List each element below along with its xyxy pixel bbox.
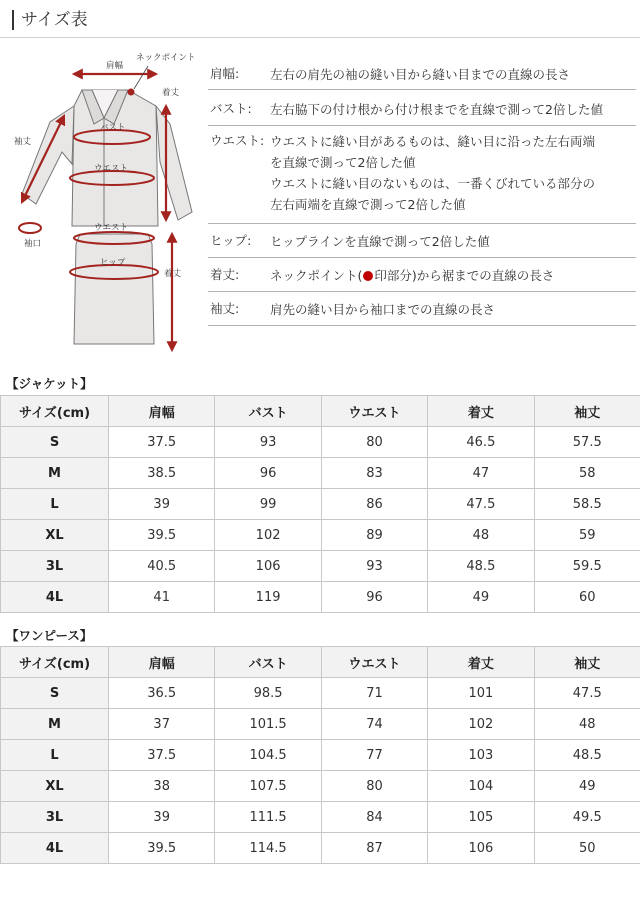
definition-hip bbox=[208, 224, 636, 258]
measurement-cell: 98.5 bbox=[215, 678, 321, 709]
measurement-cell: 99 bbox=[215, 489, 321, 520]
size-name-cell: 4L bbox=[1, 833, 109, 864]
measurement-cell: 87 bbox=[321, 833, 427, 864]
label-bust: バスト bbox=[100, 123, 126, 133]
jacket-section-label: 【ジャケット】 bbox=[6, 376, 93, 391]
measurement-cell: 49.5 bbox=[534, 802, 640, 833]
measurement-cell: 86 bbox=[321, 489, 427, 520]
measurement-cell: 103 bbox=[428, 740, 534, 771]
measurement-cell: 58 bbox=[534, 458, 640, 489]
label-waist-dress: ウエスト bbox=[94, 223, 129, 233]
label-jacket-length: 着丈 bbox=[162, 88, 180, 98]
table-row bbox=[1, 709, 640, 740]
table-row bbox=[1, 833, 640, 864]
measurement-cell: 37.5 bbox=[109, 427, 215, 458]
measurement-cell: 41 bbox=[109, 582, 215, 613]
measurement-cell: 37 bbox=[109, 709, 215, 740]
definition-text: 左右脇下の付け根から付け根までを直線で測って2倍した値 bbox=[270, 102, 603, 117]
measurement-cell: 101.5 bbox=[215, 709, 321, 740]
header-sleeve: 袖丈 bbox=[534, 647, 640, 678]
measurement-cell: 48 bbox=[534, 709, 640, 740]
definition-text: 左右の肩先の袖の縫い目から縫い目までの直線の長さ bbox=[270, 67, 571, 82]
definition-term: ヒップ: bbox=[210, 233, 252, 248]
header-length: 着丈 bbox=[428, 396, 534, 427]
red-dot-icon bbox=[363, 271, 373, 281]
table-row bbox=[1, 740, 640, 771]
measurement-cell: 119 bbox=[215, 582, 321, 613]
table-row bbox=[1, 551, 640, 582]
header-bust: バスト bbox=[215, 647, 321, 678]
measurement-cell: 106 bbox=[215, 551, 321, 582]
header-size: サイズ(cm) bbox=[1, 647, 109, 678]
size-name-cell: L bbox=[1, 740, 109, 771]
measurement-cell: 39 bbox=[109, 802, 215, 833]
label-neck-point: ネックポイント bbox=[136, 53, 196, 63]
measurement-cell: 39 bbox=[109, 489, 215, 520]
definition-term: ウエスト: bbox=[210, 133, 265, 148]
measurement-definitions bbox=[208, 56, 636, 326]
definition-term: バスト: bbox=[210, 101, 252, 116]
measurement-cell: 96 bbox=[321, 582, 427, 613]
label-hip: ヒップ bbox=[100, 258, 126, 268]
table-header-row bbox=[1, 647, 640, 678]
measurement-cell: 40.5 bbox=[109, 551, 215, 582]
definition-sleeve bbox=[208, 292, 636, 326]
measurement-cell: 105 bbox=[428, 802, 534, 833]
size-name-cell: XL bbox=[1, 520, 109, 551]
measurement-cell: 89 bbox=[321, 520, 427, 551]
neck-point-dot bbox=[128, 89, 135, 96]
definition-term: 袖丈: bbox=[210, 301, 240, 316]
label-dress-length: 着丈 bbox=[164, 269, 182, 279]
measurement-cell: 47 bbox=[428, 458, 534, 489]
size-name-cell: 3L bbox=[1, 551, 109, 582]
measurement-cell: 114.5 bbox=[215, 833, 321, 864]
measurement-cell: 59.5 bbox=[534, 551, 640, 582]
table-row bbox=[1, 582, 640, 613]
table-row bbox=[1, 520, 640, 551]
title-bar bbox=[0, 6, 640, 38]
size-name-cell: XL bbox=[1, 771, 109, 802]
cuff-loop bbox=[19, 223, 41, 233]
measurement-cell: 58.5 bbox=[534, 489, 640, 520]
dress-illustration bbox=[74, 234, 154, 344]
measurement-cell: 77 bbox=[321, 740, 427, 771]
measurement-cell: 36.5 bbox=[109, 678, 215, 709]
title-accent-bar bbox=[12, 10, 14, 30]
definition-text: ネックポイント( 印部分)から裾までの直線の長さ bbox=[270, 268, 555, 283]
label-cuff: 袖口 bbox=[24, 239, 42, 249]
measurement-cell: 101 bbox=[428, 678, 534, 709]
label-sleeve: 袖丈 bbox=[14, 137, 32, 147]
measurement-cell: 84 bbox=[321, 802, 427, 833]
header-waist: ウエスト bbox=[321, 647, 427, 678]
measurement-cell: 60 bbox=[534, 582, 640, 613]
dress-size-table bbox=[0, 646, 640, 864]
measurement-cell: 106 bbox=[428, 833, 534, 864]
measurement-cell: 37.5 bbox=[109, 740, 215, 771]
definition-term: 肩幅: bbox=[210, 66, 240, 81]
measurement-cell: 71 bbox=[321, 678, 427, 709]
measurement-cell: 39.5 bbox=[109, 833, 215, 864]
size-name-cell: 4L bbox=[1, 582, 109, 613]
size-name-cell: M bbox=[1, 458, 109, 489]
definition-text: 肩先の縫い目から袖口までの直線の長さ bbox=[270, 302, 496, 317]
measurement-cell: 50 bbox=[534, 833, 640, 864]
definition-term: 着丈: bbox=[210, 267, 240, 282]
table-row bbox=[1, 802, 640, 833]
header-length: 着丈 bbox=[428, 647, 534, 678]
table-row bbox=[1, 771, 640, 802]
measurement-cell: 74 bbox=[321, 709, 427, 740]
measurement-cell: 93 bbox=[215, 427, 321, 458]
header-sleeve: 袖丈 bbox=[534, 396, 640, 427]
measurement-cell: 46.5 bbox=[428, 427, 534, 458]
definition-bust bbox=[208, 90, 636, 126]
size-name-cell: S bbox=[1, 427, 109, 458]
jacket-size-table bbox=[0, 395, 640, 613]
measurement-cell: 59 bbox=[534, 520, 640, 551]
measurement-cell: 104 bbox=[428, 771, 534, 802]
size-name-cell: L bbox=[1, 489, 109, 520]
measurement-cell: 38.5 bbox=[109, 458, 215, 489]
measurement-cell: 39.5 bbox=[109, 520, 215, 551]
size-name-cell: M bbox=[1, 709, 109, 740]
measurement-cell: 38 bbox=[109, 771, 215, 802]
definition-waist bbox=[208, 126, 636, 224]
measurement-cell: 47.5 bbox=[428, 489, 534, 520]
header-bust: バスト bbox=[215, 396, 321, 427]
measurement-cell: 48.5 bbox=[534, 740, 640, 771]
header-waist: ウエスト bbox=[321, 396, 427, 427]
table-row bbox=[1, 678, 640, 709]
definition-text: ヒップラインを直線で測って2倍した値 bbox=[270, 234, 490, 249]
measurement-cell: 48 bbox=[428, 520, 534, 551]
table-row bbox=[1, 427, 640, 458]
measurement-cell: 107.5 bbox=[215, 771, 321, 802]
header-shoulder: 肩幅 bbox=[109, 647, 215, 678]
measurement-diagram bbox=[0, 44, 208, 360]
table-header-row bbox=[1, 396, 640, 427]
header-shoulder: 肩幅 bbox=[109, 396, 215, 427]
definition-shoulder bbox=[208, 56, 636, 90]
label-shoulder: 肩幅 bbox=[106, 61, 124, 71]
size-name-cell: 3L bbox=[1, 802, 109, 833]
measurement-cell: 49 bbox=[428, 582, 534, 613]
table-row bbox=[1, 489, 640, 520]
measurement-cell: 47.5 bbox=[534, 678, 640, 709]
header-size: サイズ(cm) bbox=[1, 396, 109, 427]
measurement-cell: 93 bbox=[321, 551, 427, 582]
measurement-cell: 57.5 bbox=[534, 427, 640, 458]
size-name-cell: S bbox=[1, 678, 109, 709]
measurement-cell: 49 bbox=[534, 771, 640, 802]
measurement-cell: 104.5 bbox=[215, 740, 321, 771]
page-title: サイズ表 bbox=[21, 10, 88, 30]
measurement-cell: 80 bbox=[321, 771, 427, 802]
measurement-cell: 102 bbox=[428, 709, 534, 740]
measurement-cell: 102 bbox=[215, 520, 321, 551]
measurement-cell: 83 bbox=[321, 458, 427, 489]
measurement-cell: 48.5 bbox=[428, 551, 534, 582]
definition-length bbox=[208, 258, 636, 292]
dress-section-label: 【ワンピース】 bbox=[6, 628, 93, 643]
measurement-cell: 80 bbox=[321, 427, 427, 458]
measurement-cell: 96 bbox=[215, 458, 321, 489]
measurement-cell: 111.5 bbox=[215, 802, 321, 833]
definition-text: ウエストに縫い目があるものは、縫い目に沿った左右両端 を直線で測って2倍した値 ウエストに縫い目のないものは、一番くびれている部分の 左右両端を直線で測って2倍した値 bbox=[270, 134, 596, 212]
table-row bbox=[1, 458, 640, 489]
label-waist-jacket: ウエスト bbox=[94, 164, 129, 174]
